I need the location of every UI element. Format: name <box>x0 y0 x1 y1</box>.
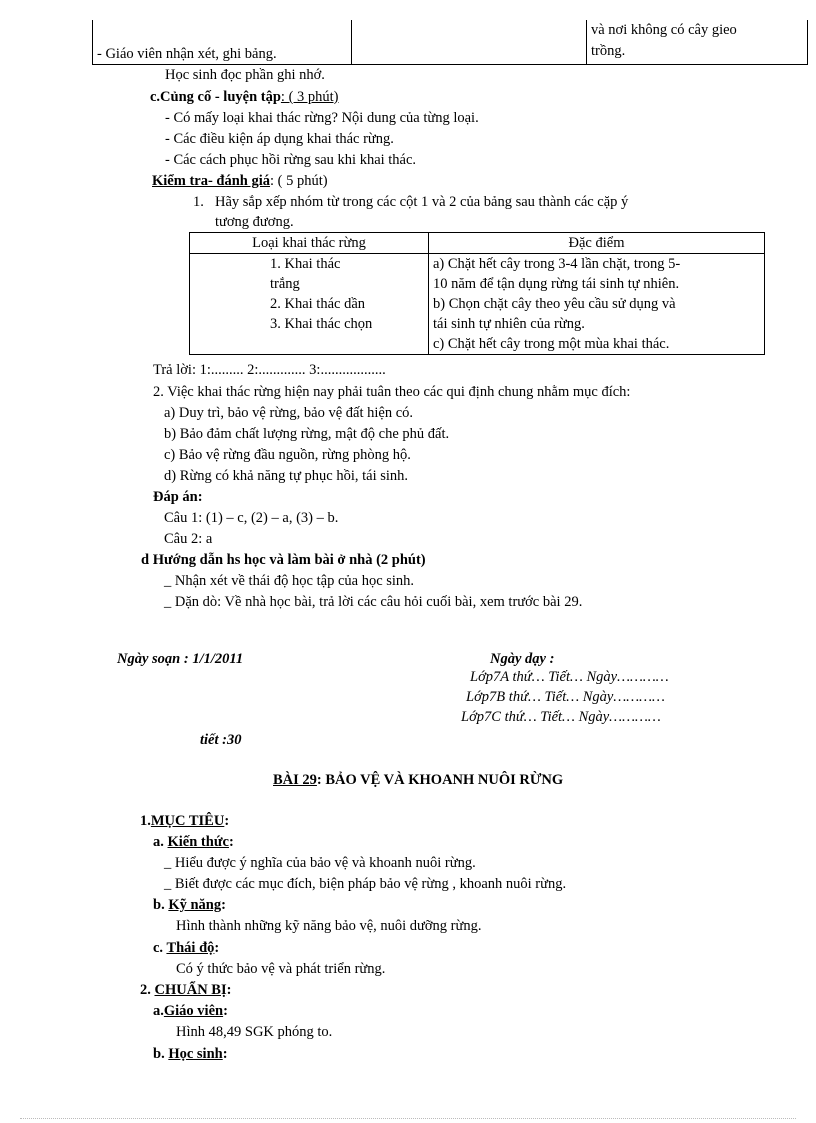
teacher-heading <box>153 1002 228 1020</box>
top-table-right-line1: và nơi không có cây gieo <box>591 22 737 38</box>
attitude-label: Thái độ <box>166 940 215 956</box>
matching-col2-cell <box>429 254 765 355</box>
skills-text: Hình thành những kỹ năng bảo vệ, nuôi dưỡng rừng. <box>176 918 482 934</box>
lesson-title-rest: : BẢO VỆ VÀ KHOANH NUÔI RỪNG <box>316 772 564 788</box>
teacher-prefix: a. <box>153 1003 164 1019</box>
matching-col1-cell <box>190 254 429 355</box>
memo-text: Học sinh đọc phần ghi nhớ. <box>165 67 325 83</box>
section1-heading <box>140 812 229 830</box>
matching-col1-line: 3. Khai thác chọn <box>270 316 373 332</box>
homework-item: _ Nhận xét về thái độ học tập của học sinh. <box>164 573 415 589</box>
teacher-label: Giáo viên <box>163 1003 224 1019</box>
answer-item: Câu 2: a <box>164 531 213 547</box>
matching-col1-line: trắng <box>270 276 300 292</box>
skills-heading <box>153 896 226 914</box>
prep-date: Ngày soạn : 1/1/2011 <box>117 651 244 667</box>
consolidate-item: - Có mấy loại khai thác rừng? Nội dung của từng loại. <box>165 110 479 126</box>
homework-item: _ Dặn dò: Về nhà học bài, trả lời các câu hỏi cuối bài, xem trước bài 29. <box>164 594 583 610</box>
question1-line1: Hãy sắp xếp nhóm từ trong các cột 1 và 2 của bảng sau thành các cặp ý <box>215 194 629 210</box>
matching-col2-line: b) Chọn chặt cây theo yêu cầu sử dụng và <box>433 296 676 312</box>
question2-text: 2. Việc khai thác rừng hiện nay phải tuân theo các qui định chung nhằm mục đích: <box>153 384 631 400</box>
question1-line2: tương đương. <box>215 214 294 230</box>
question2-option: c) Bảo vệ rừng đầu nguồn, rừng phòng hộ. <box>164 447 411 463</box>
question1-number: 1. <box>193 194 204 210</box>
question2-option: a) Duy trì, bảo vệ rừng, bảo vệ đất hiện có. <box>164 405 414 421</box>
page-bottom-divider <box>20 1118 796 1119</box>
student-colon: : <box>222 1046 228 1062</box>
matching-table <box>189 232 765 355</box>
answers-heading: Đáp án: <box>153 489 203 505</box>
teach-date: Ngày dạy : <box>490 651 555 667</box>
matching-col1-header: Loại khai thác rừng <box>190 233 429 254</box>
section2-colon: : <box>226 982 232 998</box>
section2-title: CHUẨN BỊ <box>154 982 227 998</box>
top-table-left-cell <box>93 20 352 64</box>
matching-col2-line: tái sinh tự nhiên của rừng. <box>433 316 585 332</box>
top-table <box>92 20 808 65</box>
assessment-heading <box>152 172 328 190</box>
student-prefix: b. <box>153 1046 169 1062</box>
skills-label: Kỹ năng <box>168 897 222 913</box>
attitude-prefix: c. <box>153 940 167 956</box>
attitude-colon: : <box>214 940 220 956</box>
skills-colon: : <box>221 897 226 913</box>
attitude-text: Có ý thức bảo vệ và phát triển rừng. <box>176 961 386 977</box>
skills-prefix: b. <box>153 897 169 913</box>
section2-number: 2. <box>140 982 155 998</box>
homework-heading: d Hướng dẫn hs học và làm bài ở nhà (2 phút) <box>141 552 426 568</box>
knowledge-heading <box>153 833 234 851</box>
section1-number: 1. <box>140 813 151 829</box>
student-heading <box>153 1045 228 1063</box>
matching-col1-line: 2. Khai thác dần <box>270 296 366 312</box>
class-schedule-line: Lớp7A thứ… Tiết… Ngày………… <box>470 669 669 685</box>
matching-col2-line: c) Chặt hết cây trong một mùa khai thác. <box>433 336 670 352</box>
top-table-middle-cell <box>352 20 587 64</box>
knowledge-item: _ Biết được các mục đích, biện pháp bảo vệ rừng , khoanh nuôi rừng. <box>164 876 567 892</box>
class-schedule-line: Lớp7B thứ… Tiết… Ngày………… <box>466 689 665 705</box>
question2-option: d) Rừng có khả năng tự phục hồi, tái sinh. <box>164 468 409 484</box>
top-table-left-text: - Giáo viên nhận xét, ghi bảng. <box>97 45 277 62</box>
matching-col2-line: 10 năm để tận dụng rừng tái sinh tự nhiên. <box>433 276 680 292</box>
consolidate-item: - Các cách phục hồi rừng sau khi khai thác. <box>165 152 417 168</box>
knowledge-colon: : <box>228 834 234 850</box>
consolidate-title: c.Củng cố - luyện tập <box>150 89 281 105</box>
assessment-title: Kiểm tra- đánh giá <box>152 173 271 189</box>
teacher-text: Hình 48,49 SGK phóng to. <box>176 1024 333 1040</box>
matching-col2-line: a) Chặt hết cây trong 3-4 lần chặt, trong 5- <box>433 256 681 272</box>
knowledge-label: Kiến thức <box>167 834 229 850</box>
consolidate-time: : ( 3 phút) <box>280 89 339 105</box>
matching-col2-header: Đặc điểm <box>429 233 765 254</box>
section1-title: MỤC TIÊU <box>150 813 225 829</box>
lesson-title-prefix: BÀI 29 <box>273 772 317 788</box>
top-table-right-line2: trồng. <box>591 43 626 59</box>
assessment-time: : ( 5 phút) <box>270 173 328 189</box>
section1-colon: : <box>224 813 230 829</box>
attitude-heading <box>153 939 219 957</box>
answer-blanks: Trả lời: 1:......... 2:............. 3:.................. <box>153 362 386 378</box>
top-table-right-cell <box>587 20 808 64</box>
matching-col1-line: 1. Khai thác <box>270 256 341 272</box>
class-schedule-line: Lớp7C thứ… Tiết… Ngày………… <box>461 709 661 725</box>
knowledge-item: _ Hiểu được ý nghĩa của bảo vệ và khoanh nuôi rừng. <box>164 855 476 871</box>
consolidate-heading <box>150 88 339 106</box>
consolidate-item: - Các điều kiện áp dụng khai thác rừng. <box>165 131 394 147</box>
lesson-title <box>273 771 563 789</box>
section2-heading <box>140 981 231 999</box>
period-label: tiết :30 <box>200 732 242 748</box>
teacher-colon: : <box>223 1003 228 1019</box>
knowledge-prefix: a. <box>153 834 168 850</box>
question2-option: b) Bảo đảm chất lượng rừng, mật độ che phủ đất. <box>164 426 450 442</box>
student-label: Học sinh <box>168 1046 223 1062</box>
answer-item: Câu 1: (1) – c, (2) – a, (3) – b. <box>164 510 339 526</box>
